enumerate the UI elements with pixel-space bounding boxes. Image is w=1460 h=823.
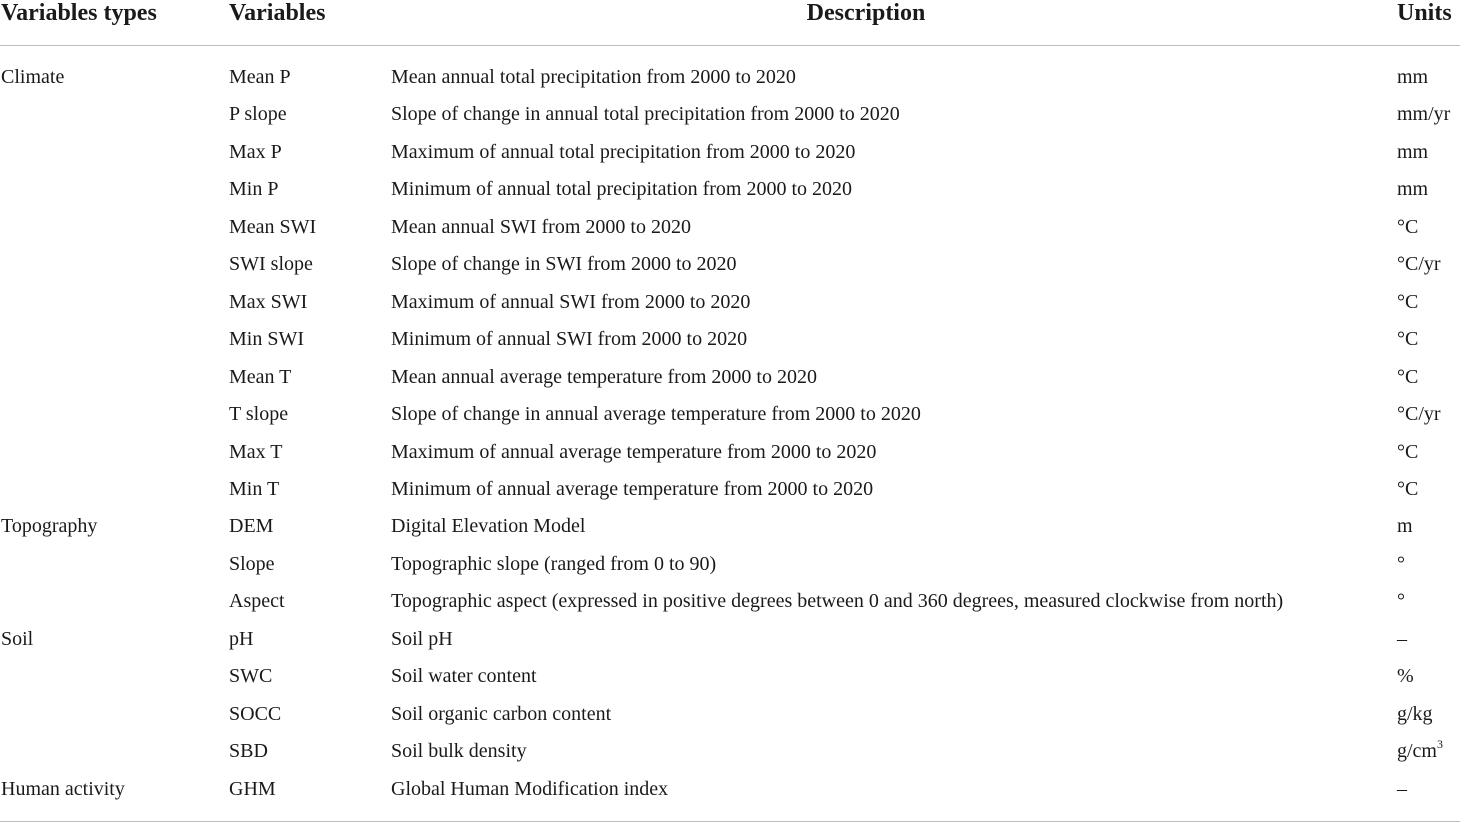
cell-variable: Min SWI xyxy=(229,328,304,350)
header-variables-types: Variables types xyxy=(1,0,157,26)
cell-variable: SOCC xyxy=(229,703,282,725)
cell-description: Topographic aspect (expressed in positive degrees between 0 and 360 degrees, measured clockwise from north) xyxy=(391,590,1284,612)
cell-variable: Max T xyxy=(229,441,283,463)
cell-units: m xyxy=(1397,515,1413,537)
units-superscript: 3 xyxy=(1437,737,1443,751)
cell-units: ° xyxy=(1397,553,1405,575)
cell-variable: T slope xyxy=(229,403,289,425)
cell-variable-type: Human activity xyxy=(1,778,125,800)
cell-variable: Max P xyxy=(229,141,282,163)
cell-description: Soil bulk density xyxy=(391,740,527,762)
cell-variable: SBD xyxy=(229,740,268,762)
table-bottom-rule xyxy=(0,821,1460,822)
cell-description: Soil pH xyxy=(391,628,453,650)
cell-variable: SWI slope xyxy=(229,253,313,275)
cell-units: °C xyxy=(1397,328,1419,350)
cell-description: Topographic slope (ranged from 0 to 90) xyxy=(391,553,717,575)
cell-description: Maximum of annual total precipitation from 2000 to 2020 xyxy=(391,141,856,163)
cell-variable: Aspect xyxy=(229,590,285,612)
cell-variable: Mean P xyxy=(229,66,291,88)
cell-description: Maximum of annual SWI from 2000 to 2020 xyxy=(391,291,751,313)
cell-units: mm xyxy=(1397,141,1429,163)
cell-units: – xyxy=(1397,628,1407,650)
cell-units: mm xyxy=(1397,66,1429,88)
cell-variable: DEM xyxy=(229,515,274,537)
cell-variable: Max SWI xyxy=(229,291,308,313)
cell-description: Mean annual total precipitation from 2000 to 2020 xyxy=(391,66,796,88)
cell-variable: Min P xyxy=(229,178,279,200)
header-divider xyxy=(0,45,1460,46)
cell-variable: GHM xyxy=(229,778,276,800)
cell-units: °C xyxy=(1397,441,1419,463)
cell-units: – xyxy=(1397,778,1407,800)
cell-units: °C/yr xyxy=(1397,403,1441,425)
cell-description: Global Human Modification index xyxy=(391,778,669,800)
cell-variable-type: Soil xyxy=(1,628,34,650)
cell-description: Digital Elevation Model xyxy=(391,515,586,537)
cell-units: °C xyxy=(1397,216,1419,238)
cell-variable: Mean SWI xyxy=(229,216,317,238)
cell-description: Minimum of annual total precipitation from 2000 to 2020 xyxy=(391,178,853,200)
cell-units: mm xyxy=(1397,178,1429,200)
cell-description: Soil organic carbon content xyxy=(391,703,612,725)
cell-units: g/kg xyxy=(1397,703,1433,725)
cell-units: °C xyxy=(1397,478,1419,500)
cell-units: mm/yr xyxy=(1397,103,1451,125)
cell-description: Slope of change in SWI from 2000 to 2020 xyxy=(391,253,737,275)
cell-units: $g/cm^3$ xyxy=(1397,737,1443,762)
cell-variable: Mean T xyxy=(229,366,292,388)
cell-variable-type: Topography xyxy=(1,515,98,537)
header-description: Description xyxy=(806,0,926,26)
cell-description: Mean annual average temperature from 2000 to 2020 xyxy=(391,366,817,388)
cell-description: Minimum of annual SWI from 2000 to 2020 xyxy=(391,328,748,350)
cell-description: Soil water content xyxy=(391,665,537,687)
cell-description: Mean annual SWI from 2000 to 2020 xyxy=(391,216,691,238)
cell-variable: Min T xyxy=(229,478,280,500)
cell-variable-type: Climate xyxy=(1,66,65,88)
cell-description: Minimum of annual average temperature from 2000 to 2020 xyxy=(391,478,874,500)
cell-units: °C/yr xyxy=(1397,253,1441,275)
cell-description: Maximum of annual average temperature from 2000 to 2020 xyxy=(391,441,877,463)
cell-variable: P slope xyxy=(229,103,287,125)
header-variables: Variables xyxy=(229,0,326,26)
cell-description: Slope of change in annual average temperature from 2000 to 2020 xyxy=(391,403,921,425)
cell-units: ° xyxy=(1397,590,1405,612)
cell-variable: Slope xyxy=(229,553,275,575)
cell-units: °C xyxy=(1397,291,1419,313)
cell-units: % xyxy=(1397,665,1414,687)
cell-variable: pH xyxy=(229,628,254,650)
cell-description: Slope of change in annual total precipitation from 2000 to 2020 xyxy=(391,103,900,125)
cell-units: °C xyxy=(1397,366,1419,388)
cell-variable: SWC xyxy=(229,665,273,687)
header-units: Units xyxy=(1397,0,1452,26)
